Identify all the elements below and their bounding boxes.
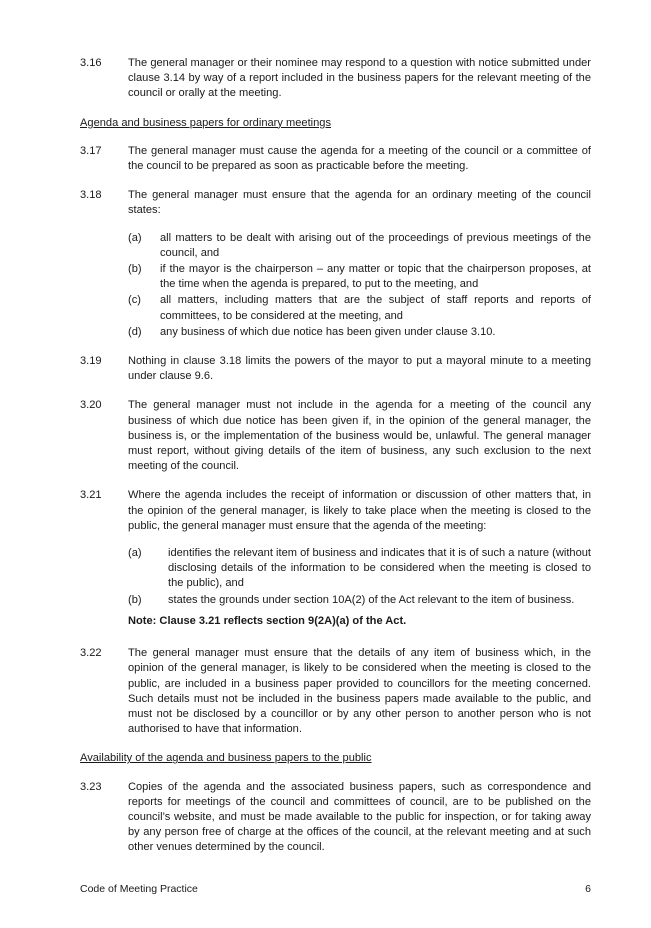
clause-number: 3.16 [80, 57, 102, 69]
clause-3-23 [80, 780, 591, 856]
clause-3-21-items [128, 546, 591, 608]
clause-text: Nothing in clause 3.18 limits the powers of the mayor to put a mayoral minute to a meeting under clause 9.6. [128, 355, 591, 383]
clause-text: The general manager must ensure that the details of any item of business which, in the opinion of the general manager, is likely to be considered when the meeting is closed to the public, are included in a business paper provided to councillors for the meeting concerned. Such details must not be included in the business papers made available to the public, and must not be disclosed by a councillor or by any other person to another person who is not authorised to have that information. [128, 647, 591, 736]
footer-title: Code of Meeting Practice [80, 883, 198, 895]
clause-text: The general manager or their nominee may respond to a question with notice submitted under clause 3.14 by way of a report included in the business papers for the relevant meeting of the council or orally at the meeting. [128, 57, 591, 100]
list-item [128, 593, 591, 608]
clause-number: 3.22 [80, 647, 102, 660]
clause-3-18-items [128, 231, 591, 340]
item-label: (a) [128, 547, 142, 560]
item-text: any business of which due notice has been given under clause 3.10. [160, 325, 496, 338]
clause-number: 3.19 [80, 355, 102, 368]
clause-number: 3.18 [80, 189, 102, 202]
clause-3-16 [80, 56, 591, 102]
clause-text: Copies of the agenda and the associated business papers, such as correspondence and reports for meetings of the council and committees of council, are to be published on the council’s website, and must be made available to the public for inspection, or for taking away by any person free of charge at the offices of the council, at the relevant meeting and at such other venues determined by the council. [128, 780, 591, 854]
clause-3-21 [80, 488, 591, 534]
clause-text: The general manager must not include in the agenda for a meeting of the council any business of which due notice has been given if, in the opinion of the general manager, the business is, or the implementation of the business would be, unlawful. The general manager must report, without giving details of the item of business, any such exclusion to the next meeting of the council. [128, 399, 591, 473]
clause-3-19 [80, 354, 591, 384]
clause-text: The general manager must ensure that the agenda for an ordinary meeting of the council states: [128, 189, 591, 217]
clause-note: Note: Clause 3.21 reflects section 9(2A)(a) of the Act. [128, 614, 407, 627]
clause-3-22 [80, 646, 591, 737]
page-footer [80, 883, 591, 895]
clause-number: 3.23 [80, 780, 102, 793]
item-label: (b) [128, 263, 142, 276]
clause-number: 3.20 [80, 399, 102, 412]
item-label: (d) [128, 325, 142, 338]
list-item [128, 262, 591, 292]
list-item [128, 293, 591, 323]
item-text: all matters to be dealt with arising out of the proceedings of previous meetings of the council, and [160, 231, 591, 259]
item-label: (a) [128, 231, 142, 244]
clause-3-18 [80, 188, 591, 218]
item-label: (b) [128, 593, 142, 606]
page-number: 6 [585, 883, 591, 895]
clause-text: The general manager must cause the agenda for a meeting of the council or a committee of the council to be prepared as soon as practicable before the meeting. [128, 144, 591, 173]
clause-number: 3.21 [80, 489, 102, 502]
item-text: identifies the relevant item of business and indicates that it is of such a nature (without disclosing details of the information to be considered when the meeting is closed to the public), and [168, 547, 591, 590]
clause-text: Where the agenda includes the receipt of information or discussion of other matters that, in the opinion of the general manager, is likely to take place when the meeting is closed to the public, the general manager must ensure that the agenda of the meeting: [128, 489, 591, 532]
list-item [128, 325, 591, 340]
item-label: (c) [128, 294, 141, 307]
clause-3-20 [80, 398, 591, 474]
section-heading-availability: Availability of the agenda and business papers to the public [80, 752, 372, 765]
item-text: if the mayor is the chairperson – any matter or topic that the chairperson proposes, at the time when the agenda is prepared, to put to the meeting, and [160, 263, 591, 291]
item-text: states the grounds under section 10A(2) of the Act relevant to the item of business. [168, 593, 575, 606]
list-item [128, 546, 591, 592]
clause-3-17 [80, 144, 591, 174]
item-text: all matters, including matters that are the subject of staff reports and reports of committees, to be considered at the meeting, and [160, 294, 591, 322]
section-heading-agenda: Agenda and business papers for ordinary meetings [80, 116, 331, 129]
clause-number: 3.17 [80, 144, 102, 157]
list-item [128, 231, 591, 261]
